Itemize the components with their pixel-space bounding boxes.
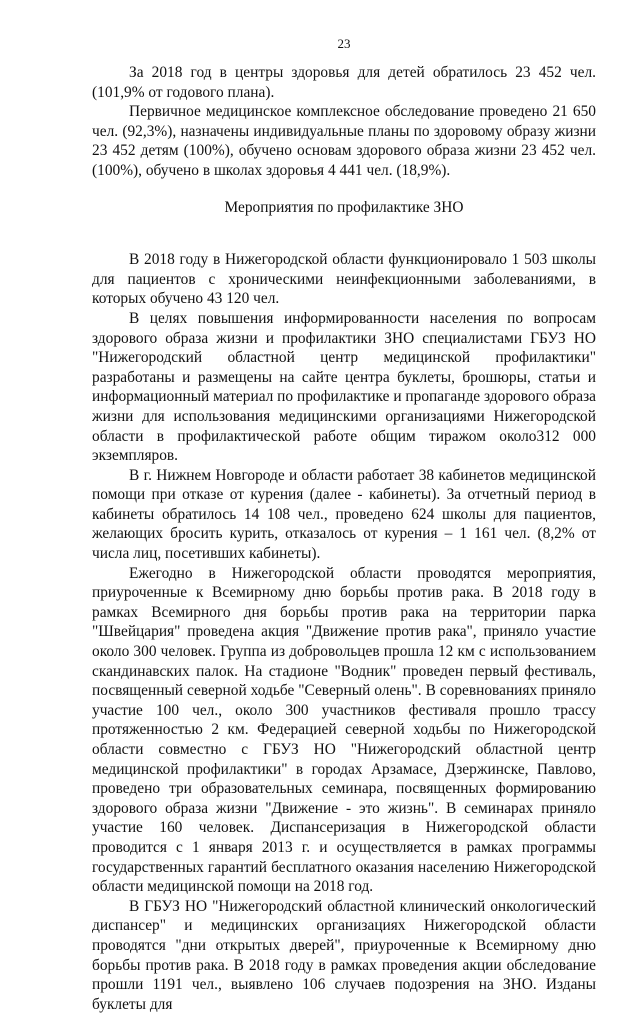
page-number: 23 <box>337 36 351 51</box>
paragraph-smoking-cessation: В г. Нижнем Новгороде и области работает 38 кабинетов медицинской помощи при отказе от курения (далее - кабинеты). За отчетный период в кабинеты обратилось 14 108 чел., проведено 624 школы для пациентов, желающих бросить курить, отказалось от курения – 1 161 чел. (8,2% от числа лиц, посетивших кабинеты). <box>92 466 596 563</box>
paragraph-cancer-day-events: Ежегодно в Нижегородской области проводятся мероприятия, приуроченные к Всемирному дню борьбы против рака. В 2018 году в рамках Всемирного дня борьбы против рака на территории парка "Швейцария" проведена акция "Движение против рака", приняло участие около 300 человек. Группа из добровольцев прошла 12 км с использованием скандинавских палок. На стадионе "Водник" проведен первый фестиваль, посвященный северной ходьбе "Северный олень". В соревнованиях приняло участие 100 чел., около 300 участников фестиваля прошло трассу протяженностью 2 км. Федерацией северной ходьбы по Нижегородской области совместно с ГБУЗ НО "Нижегородский областной центр медицинской профилактики" в городах Арзамасе, Дзержинске, Павлово, проведено три образовательных семинара, посвященных формированию здорового образа жизни "Движение - это жизнь". В семинарах приняло участие 160 человек. Диспансеризация в Нижегородской области проводится с 1 января 2013 г. и осуществляется в рамках программы государственных гарантий бесплатного оказания населению Нижегородской области медицинской помощи на 2018 год. <box>92 564 596 896</box>
paragraph-awareness-materials: В целях повышения информированности населения по вопросам здорового образа жизни и профилактики ЗНО специалистами ГБУЗ НО "Нижегородский областной центр медицинской профилактики" разработаны и размещены на сайте центра буклеты, брошюры, статьи и информационный материал по профилактике и пропаганде здорового образа жизни для использования медицинскими организациями Нижегородской области в профилактической работе общим тиражом около312 000 экземпляров. <box>92 309 596 465</box>
paragraph-health-centers-children: За 2018 год в центры здоровья для детей обратилось 23 452 чел. (101,9% от годового плана). <box>92 64 596 101</box>
paragraph-primary-examination: Первичное медицинское комплексное обследование проведено 21 650 чел. (92,3%), назначены индивидуальные планы по здоровому образу жизни 23 452 детям (100%), обучено основам здорового образа жизни 23 452 чел. (100%), обучено в школах здоровья 4 441 чел. (18,9%). <box>92 103 596 179</box>
document-page <box>92 36 596 1014</box>
section-heading: Мероприятия по профилактике ЗНО <box>224 198 464 216</box>
paragraph-patient-schools: В 2018 году в Нижегородской области функционировало 1 503 школы для пациентов с хроническими неинфекционными заболеваниями, в которых обучено 43 120 чел. <box>92 251 596 308</box>
paragraph-open-days: В ГБУЗ НО "Нижегородский областной клинический онкологический диспансер" и медицинских организациях Нижегородской области проводятся "дни открытых дверей", приуроченные к Всемирному дню борьбы против рака. В 2018 году в рамках проведения акции обследование прошли 1191 чел., выявлено 106 случаев подозрения на ЗНО. Изданы буклеты для <box>92 897 596 1013</box>
